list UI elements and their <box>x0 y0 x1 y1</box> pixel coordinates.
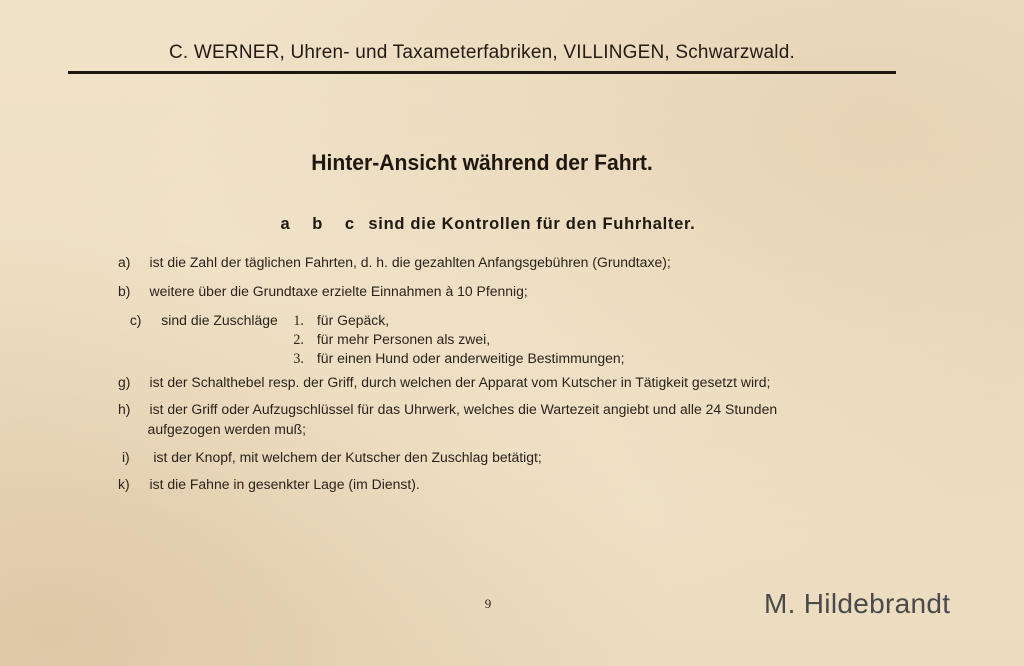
page-header: C. WERNER, Uhren- und Taxameterfabriken, VILLINGEN, Schwarzwald. <box>169 42 795 63</box>
item-label: c) <box>129 313 142 329</box>
item-text: sind die Zuschläge <box>161 313 278 329</box>
item-label: a) <box>118 255 131 271</box>
page-subtitle <box>0 215 976 234</box>
item-label: h) <box>118 402 131 418</box>
subtitle-letters: a b c <box>280 215 364 233</box>
subtitle-text: sind die Kontrollen für den Fuhrhalter. <box>368 215 696 233</box>
header-rule <box>68 71 896 74</box>
page-title: Hinter-Ansicht während der Fahrt. <box>311 150 653 175</box>
item-text: ist die Zahl der täglichen Fahrten, d. h. die gezahlten Anfangsgebühren (Grundtaxe); <box>149 255 671 271</box>
item-text: weitere über die Grundtaxe erzielte Einnahmen à 10 Pfennig; <box>149 284 528 300</box>
surcharge-item-2 <box>293 332 490 349</box>
surcharge-number: 3. <box>293 351 304 367</box>
list-item-k <box>118 477 420 493</box>
watermark: M. Hildebrandt <box>764 588 951 619</box>
surcharge-number: 2. <box>293 332 304 348</box>
list-item-h <box>118 402 777 418</box>
list-item-b <box>118 284 528 300</box>
item-text: ist die Fahne in gesenkter Lage (im Dienst). <box>149 477 420 493</box>
item-label: g) <box>118 375 131 391</box>
surcharge-text: für mehr Personen als zwei, <box>316 332 491 348</box>
list-item-a <box>118 255 671 271</box>
surcharge-item-3 <box>293 351 624 368</box>
item-label: b) <box>118 284 131 300</box>
list-item-h-continuation: aufgezogen werden muß; <box>147 422 307 438</box>
item-label: k) <box>118 477 130 493</box>
surcharge-text: für einen Hund oder anderweitige Bestimmungen; <box>316 351 625 367</box>
list-item-i <box>122 450 542 466</box>
list-item-g <box>118 375 770 391</box>
list-item-c <box>130 313 278 329</box>
item-label: i) <box>121 450 130 466</box>
page-number: 9 <box>484 596 492 611</box>
item-text: ist der Griff oder Aufzugschlüssel für das Uhrwerk, welches die Wartezeit angiebt und alle 24 Stunden <box>149 402 778 418</box>
surcharge-text: für Gepäck, <box>316 313 390 329</box>
item-text: ist der Schalthebel resp. der Griff, durch welchen der Apparat vom Kutscher in Tätigkeit gesetzt wird; <box>149 375 771 391</box>
surcharge-item-1 <box>293 313 389 330</box>
item-text: ist der Knopf, mit welchem der Kutscher den Zuschlag betätigt; <box>153 450 542 466</box>
surcharge-number: 1. <box>293 313 304 329</box>
